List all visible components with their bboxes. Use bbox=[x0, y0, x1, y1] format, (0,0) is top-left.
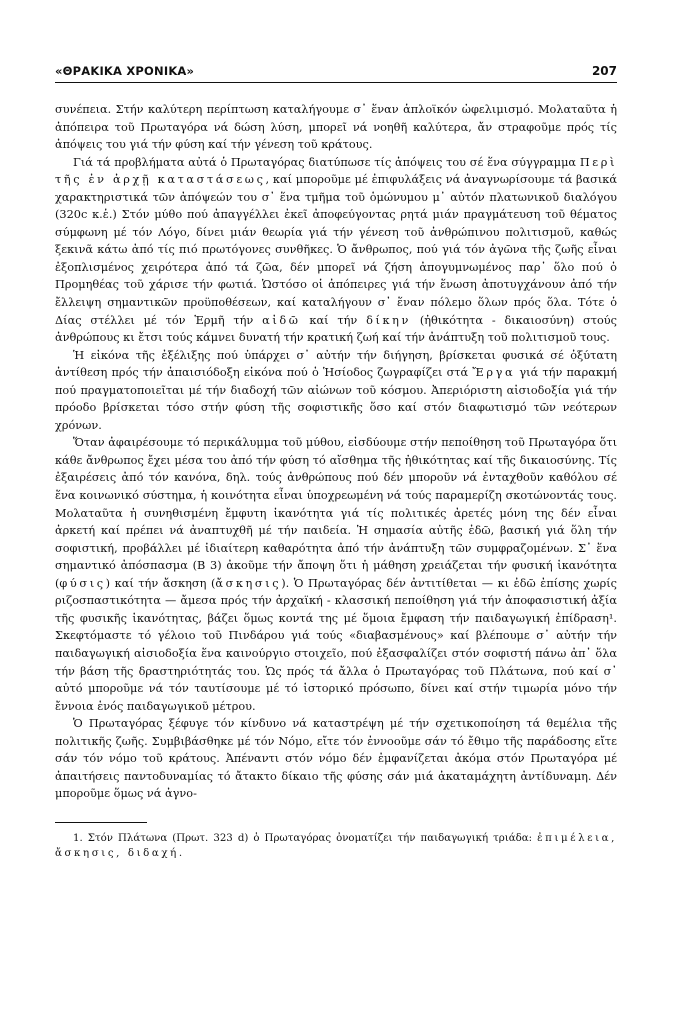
spaced-term: ἐπιμέλεια, ἄσκησις, διδαχή bbox=[55, 832, 617, 859]
spaced-term: φύσις bbox=[59, 576, 106, 590]
text-run: (ἠθικότητα - δικαιοσύνη) στούς ἀνθρώπους κι ἔτσι τούς κάμνει δυνατή τήν κρατική ζωή καί τήν ἀνάπτυξη τοῦ πολιτισμοῦ τους. bbox=[55, 313, 617, 345]
text-run: Ἡ εἰκόνα τῆς ἐξέλιξης πού ὑπάρχει σ᾽ αὐτήν τήν διήγηση, βρίσκεται φυσικά σέ ὀξύτατη ἀντίθεση πρός τήν ἀπαισιόδοξη εἰκόνα πού ὁ Ἡσίοδος ζωγραφίζει στά bbox=[55, 348, 617, 380]
text-run: ) καί τήν ἄσκηση ( bbox=[105, 576, 216, 590]
text-run: καί τήν bbox=[300, 313, 367, 327]
text-run: , καί μποροῦμε μέ ἐπιφυλάξεις νά ἀναγνωρίσουμε τά βασικά χαρακτηριστικά τῶν ἀπόψεών του σ᾽ ἕνα τμῆμα τοῦ ὁμώνυμου μ᾽ αὐτόν πλατωνικοῦ διαλόγου (320c κ.ἑ.) Στόν μύθο πού ἀπαγγέλλει ἐκεῖ ἀποφεύγοντας ρητά μιάν πραγμάτευση τοῦ θέματος σύμφωνη μέ τόν Λόγο, δίνει μιάν θεωρία γιά τήν γένεση τοῦ ἀνθρώπινου πολιτισμοῦ, καθώς ξεκινᾶ κάτω ἀπό τίς πιό πρωτόγονες συνθῆκες. Ὁ ἄνθρωπος, πού γιά τόν ἀγῶνα τῆς ζωῆς εἶναι ἐξοπλισμένος χειρότερα ἀπό τά ζῶα, δέν μπορεῖ νά ζήση ἀπογυμνωμένος παρ᾽ ὅλο πού ὁ Προμηθέας τοῦ χάρισε τήν φωτιά. Ὡστόσο οἱ ἀπόπειρες γιά τήν ἕνωση ἀποτυγχάνουν ἀπό τήν ἔλλειψη σημαντικῶν προϋποθέσεων, καί καταλήγουν σ᾽ ἕναν πόλεμο ὅλων πρός ὅλα. Τότε ὁ Δίας στέλλει μέ τόν Ἑρμῆ τήν bbox=[55, 173, 617, 327]
footnote-divider bbox=[55, 822, 147, 823]
text-run: Ὁ Πρωταγόρας ξέφυγε τόν κίνδυνο νά καταστρέψη μέ τήν σχετικοποίηση τά θεμέλια τῆς πολιτικῆς ζωῆς. Συμβιβάσθηκε μέ τόν Νόμο, εἴτε τόν ἐννοοῦμε σάν τό ἔθιμο τῆς παράδοσης εἴτε σάν τόν νόμο τοῦ κράτους. Ἀπέναντι στόν νόμο δέν ἐμφανίζεται ἀκόμα στόν Πρωταγόρα μέ ἀπαιτήσεις παντοδυναμίας τό ἄτακτο δίκαιο τῆς φύσης σάν μιά ἀκαταμάχητη ἀντίδυναμη. Δέν μποροῦμε ὅμως νά ἀγνο- bbox=[55, 717, 617, 801]
spaced-term: Περὶ τῆς ἐν ἀρχῇ καταστάσεως bbox=[55, 155, 617, 187]
footnote bbox=[55, 831, 617, 861]
running-title: «ΘΡΑΚΙΚΑ ΧΡΟΝΙΚΑ» bbox=[55, 64, 195, 78]
spaced-term: δίκην bbox=[366, 313, 412, 327]
paragraph bbox=[55, 715, 617, 803]
spaced-term: Ἔργα bbox=[472, 366, 516, 380]
spaced-term: ἄσκησις bbox=[215, 576, 282, 590]
text-run: Γιά τά προβλήματα αὐτά ὁ Πρωταγόρας διατύπωσε τίς ἀπόψεις του σέ ἕνα σύγγραμμα bbox=[73, 155, 580, 169]
text-run: συνέπεια. Στήν καλύτερη περίπτωση καταλήγουμε σ᾽ ἕναν ἁπλοϊκόν ὠφελιμισμό. Μολαταῦτα ἡ ἀπόπειρα τοῦ Πρωταγόρα νά δώση λύση, μπορεῖ νά νοηθῆ καλύτερα, ἄν στραφοῦμε πρός τίς ἀπόψεις του γιά τήν φύση καί τήν γένεση τοῦ κράτους. bbox=[55, 103, 617, 152]
paragraph bbox=[55, 347, 617, 435]
book-page bbox=[55, 62, 617, 861]
text-run: 1. Στόν Πλάτωνα (Πρωτ. 323 d) ὁ Πρωταγόρας ὀνοματίζει τήν παιδαγωγική τριάδα: bbox=[73, 832, 538, 844]
spaced-term: αἰδῶ bbox=[262, 313, 301, 327]
paragraph bbox=[55, 101, 617, 154]
body-text bbox=[55, 101, 617, 803]
page-number: 207 bbox=[591, 64, 617, 78]
text-run: Ὅταν ἀφαιρέσουμε τό περικάλυμμα τοῦ μύθου, εἰσδύουμε στήν πεποίθηση τοῦ Πρωταγόρα ὅτι κάθε ἄνθρωπος ἔχει μέσα του ἀπό τήν φύση τό αἴσθημα τῆς ἠθικότητας καί τῆς δικαιοσύνης. Τίς ἐξαιρέσεις ἀπό τόν κανόνα, δηλ. τούς ἀνθρώπους πού δέν μποροῦν νά ἐνταχθοῦν καθόλου σέ ἕνα κοινωνικό σύστημα, ἡ κοινότητα εἶναι ὑποχρεωμένη νά τούς παραμερίζη σκοτώνοντάς τους. Μολαταῦτα ἡ συνηθισμένη ἔμφυτη ἱκανότητα γιά τίς πολιτικές ἀρετές μόνη της δέν εἶναι ἀρκετή καί πρέπει νά ἀναπτυχθῆ μέ τήν παιδεία. Ἡ σημασία αὐτῆς ἐδῶ, βασική γιά ὅλη τήν σοφιστική, προβάλλει μέ ἰδιαίτερη καθαρότητα ἀπό τήν ἀνάπτυξη τῶν συμφραζομένων. Σ᾽ ἕνα σημαντικό ἀπόσπασμα (Β 3) ἀκοῦμε τήν ἄποψη ὅτι ἡ μάθηση χρειάζεται τήν φυσική ἱκανότητα ( bbox=[55, 436, 617, 590]
text-run: . bbox=[178, 847, 183, 859]
page-header bbox=[55, 62, 617, 83]
text-run: γιά τήν παρακμή πού πραγματοποιεῖται μέ τήν διαδοχή τῶν αἰώνων τοῦ κόσμου. Ἀπεριόριστη αἰσιοδοξία γιά τήν πρόοδο βρίσκεται τόσο στήν φύση τῆς σοφιστικῆς ὅσο καί στόν διαφωτισμό τῶν νεότερων χρόνων. bbox=[55, 366, 618, 432]
text-run: ). Ὁ Πρωταγόρας δέν ἀντιτίθεται — κι ἐδῶ ἐπίσης χωρίς ριζοσπαστικότητα — ἄμεσα πρός τήν ἀρχαϊκή - κλασσική πεποίθηση γιά τήν ἀποφασιστική ἀξία τῆς φυσικῆς ἱκανότητας, βάζει ὅμως κοντά της μέ ὅμοια ἔμφαση τήν παιδαγωγική ἐπίδραση¹. Σκεφτόμαστε τό γέλοιο τοῦ Πινδάρου γιά τούς «διαβασμένους» καί βλέπουμε σ᾽ αὐτήν τήν παιδαγωγική αἰσιοδοξία ἕνα καινούργιο στοιχεῖο, πού ἐξασφαλίζει στόν σοφιστή πάνω ἀπ᾽ ὅλα τήν βάση τῆς δραστηριότητάς του. Ὡς πρός τά ἄλλα ὁ Πρωταγόρας τοῦ Πλάτωνα, πού καί σ᾽ αὐτό μποροῦμε νά τόν ταυτίσουμε μέ τό ἱστορικό πρόσωπο, δίνει καί στήν τιμωρία μόνο τήν ἔννοια ἑνός παιδαγωγικοῦ μέτρου. bbox=[55, 576, 617, 713]
paragraph bbox=[55, 154, 617, 347]
paragraph bbox=[55, 434, 617, 715]
